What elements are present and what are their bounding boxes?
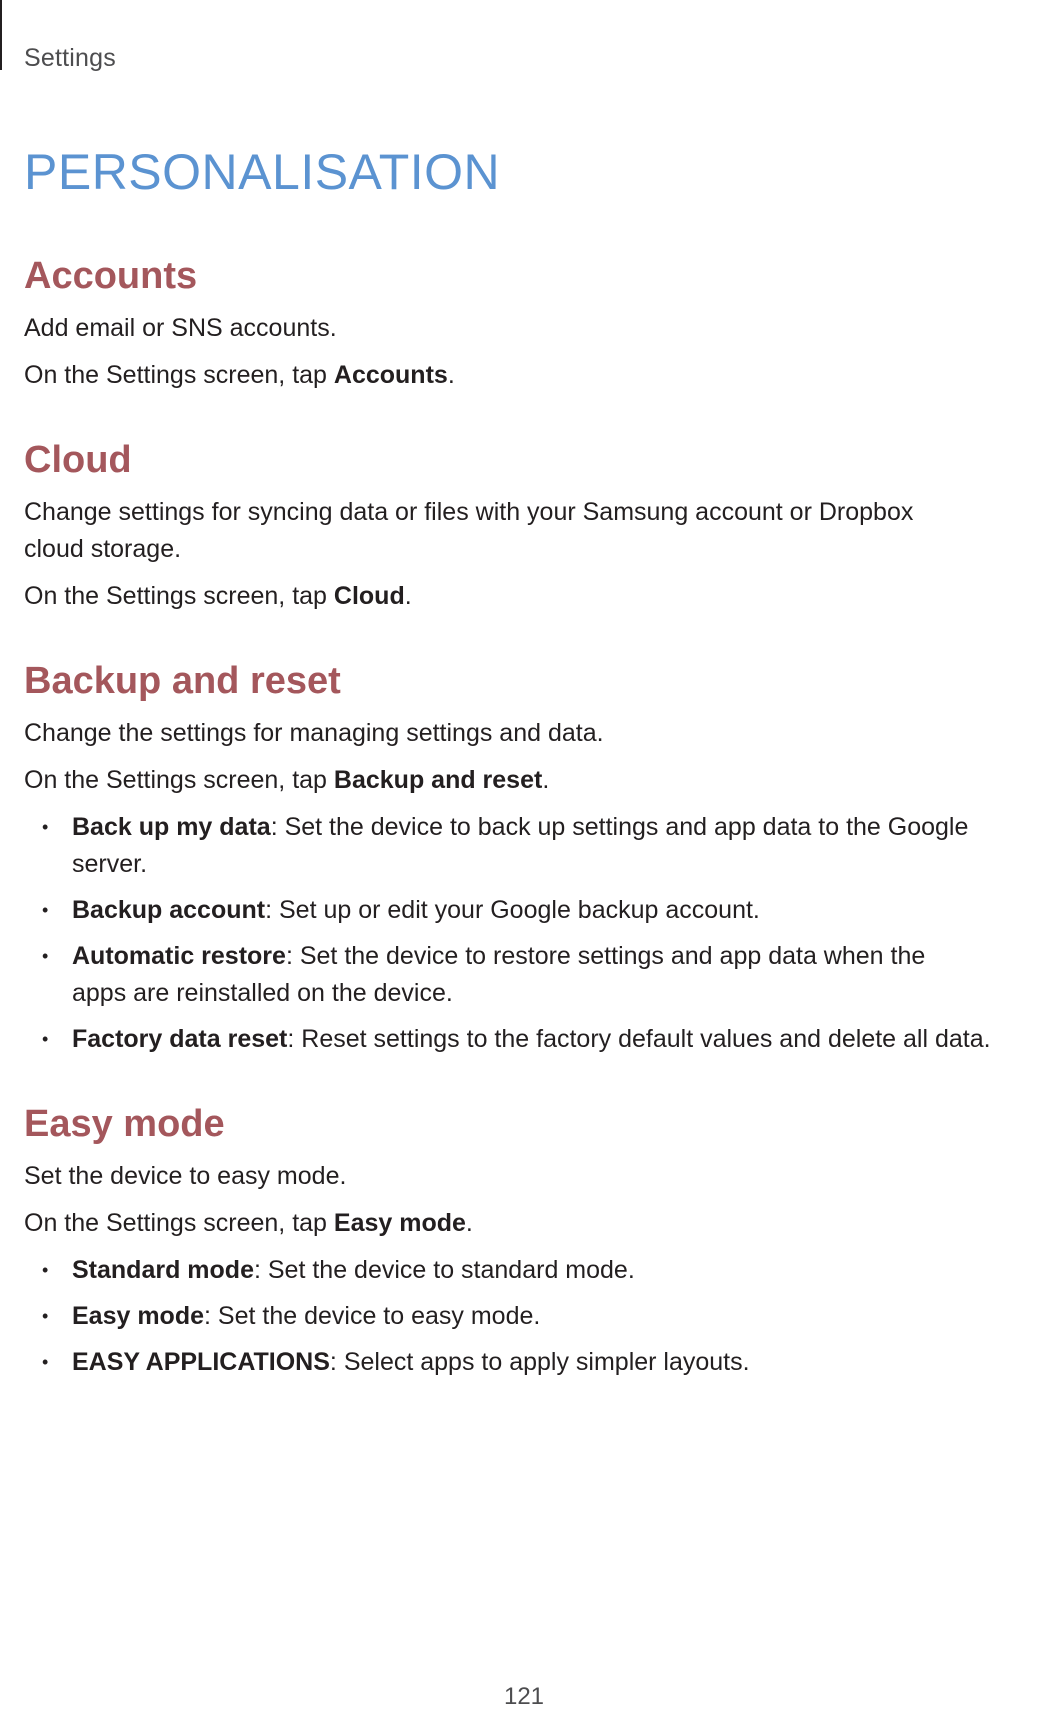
section-instruction	[24, 578, 1034, 615]
section-title: Easy mode	[24, 1103, 225, 1145]
instruction-suffix: .	[447, 361, 455, 389]
bullet-term: Standard mode	[72, 1256, 254, 1284]
bullet-icon: •	[42, 1029, 49, 1049]
section-title: Backup and reset	[24, 660, 341, 702]
section-easy-mode	[24, 1100, 1034, 1381]
list-item	[24, 1021, 1024, 1058]
instruction-target: Backup and reset	[333, 766, 543, 794]
instruction-suffix: .	[542, 766, 550, 794]
section-title: Accounts	[24, 255, 198, 297]
instruction-suffix: .	[404, 582, 412, 610]
list-item	[24, 1252, 1024, 1289]
instruction-prefix: On the Settings screen, tap	[24, 582, 334, 610]
bullet-list	[24, 1252, 1034, 1381]
bullet-term: Easy mode	[72, 1302, 205, 1330]
list-item	[24, 1344, 1024, 1381]
instruction-target: Easy mode	[333, 1209, 466, 1237]
list-item	[24, 892, 1024, 929]
list-item	[24, 1298, 1024, 1335]
page-corner-mark	[0, 0, 2, 70]
bullet-icon: •	[42, 1352, 49, 1372]
section-description: Change settings for syncing data or files with your Samsung account or Dropbox cloud storage.	[24, 498, 914, 563]
bullet-text: : Set the device to standard mode.	[253, 1256, 635, 1284]
section-instruction	[24, 357, 1034, 394]
instruction-suffix: .	[465, 1209, 473, 1237]
page-content	[24, 140, 1034, 1423]
section-title: Cloud	[24, 439, 132, 481]
bullet-term: Automatic restore	[72, 942, 286, 970]
bullet-text: : Set the device to restore settings and app data when the apps are reinstalled on the device.	[72, 942, 926, 1007]
instruction-prefix: On the Settings screen, tap	[24, 1209, 334, 1237]
chapter-title: PERSONALISATION	[24, 144, 501, 200]
section-accounts	[24, 252, 1034, 394]
page-number: 121	[503, 1683, 545, 1710]
bullet-icon: •	[42, 900, 49, 920]
bullet-icon: •	[42, 817, 49, 837]
section-description: Add email or SNS accounts.	[24, 314, 337, 342]
section-description: Change the settings for managing settings and data.	[24, 719, 604, 747]
section-description: Set the device to easy mode.	[24, 1162, 347, 1190]
bullet-text: : Set up or edit your Google backup account.	[265, 896, 760, 924]
bullet-text: : Reset settings to the factory default values and delete all data.	[287, 1025, 991, 1053]
bullet-text: : Select apps to apply simpler layouts.	[329, 1348, 750, 1376]
section-backup-and-reset	[24, 657, 1034, 1058]
bullet-icon: •	[42, 1306, 49, 1326]
section-cloud	[24, 436, 1034, 615]
instruction-prefix: On the Settings screen, tap	[24, 766, 334, 794]
instruction-target: Accounts	[333, 361, 448, 389]
bullet-term: Factory data reset	[72, 1025, 288, 1053]
list-item	[24, 809, 1024, 883]
bullet-list	[24, 809, 1034, 1058]
bullet-term: Backup account	[72, 896, 266, 924]
instruction-target: Cloud	[333, 582, 405, 610]
bullet-term: Back up my data	[72, 813, 271, 841]
bullet-icon: •	[42, 946, 49, 966]
bullet-term: EASY APPLICATIONS	[72, 1348, 330, 1376]
bullet-icon: •	[42, 1260, 49, 1280]
running-header: Settings	[24, 44, 116, 72]
section-instruction	[24, 1205, 1034, 1242]
instruction-prefix: On the Settings screen, tap	[24, 361, 334, 389]
list-item	[24, 938, 984, 1012]
bullet-text: : Set the device to back up settings and app data to the Google server.	[72, 813, 969, 878]
bullet-text: : Set the device to easy mode.	[204, 1302, 541, 1330]
section-instruction	[24, 762, 1034, 799]
